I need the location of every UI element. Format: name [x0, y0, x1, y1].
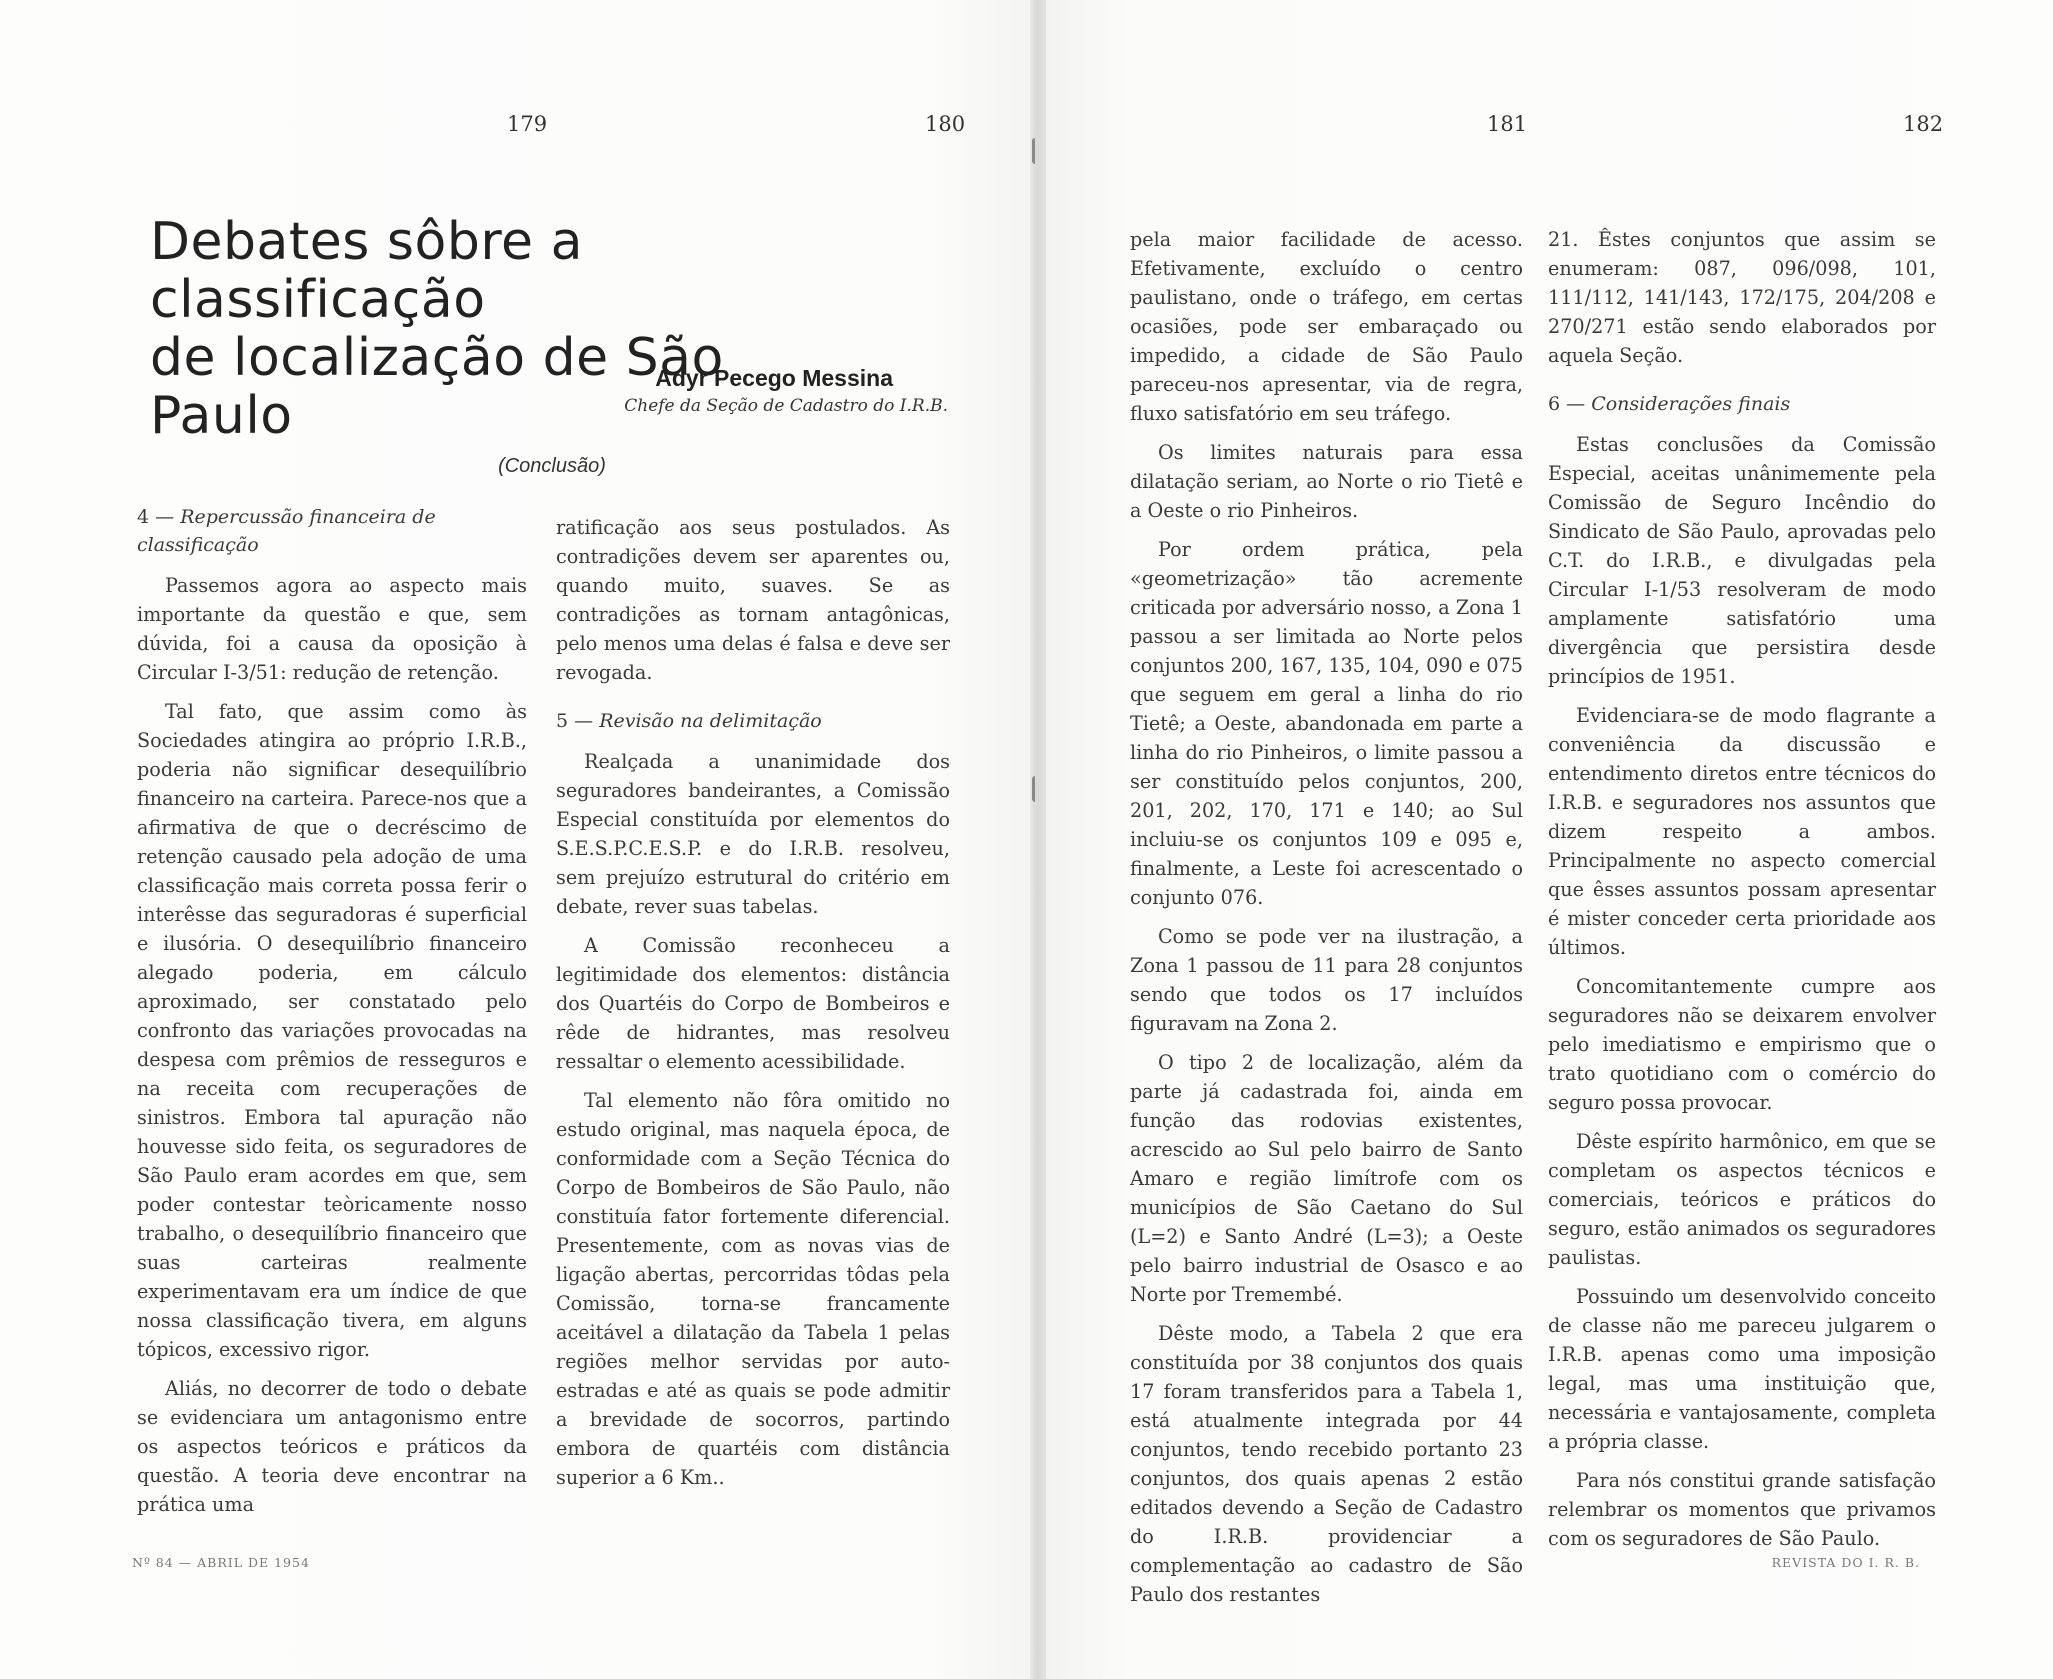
article-title-line-1: Debates sôbre a classificação	[150, 212, 583, 330]
section-heading-4	[137, 503, 527, 559]
author-role: Chefe da Seção de Cadastro do I.R.B.	[624, 396, 948, 416]
section-heading-6	[1548, 390, 1936, 418]
paragraph: Possuindo um desenvolvido conceito de classe não me pareceu julgarem o I.R.B. apenas como uma imposição legal, mas uma instituição que, necessária e vantajosamente, completa a própria classe.	[1548, 1285, 1936, 1453]
paragraph: Dêste espírito harmônico, em que se completam os aspectos técnicos e comerciais, teóricos e práticos do seguro, estão animados os seguradores paulistas.	[1548, 1130, 1936, 1269]
section-number: 4 —	[137, 506, 175, 528]
section-title: Revisão na delimitação	[599, 710, 822, 732]
page-number-179: 179	[507, 112, 548, 136]
paragraph-continued: 21. Êstes conjuntos que assim se enumeram: 087, 096/098, 101, 111/112, 141/143, 172/175, 204/208 e 270/271 estão sendo elaborados por aquela Seção.	[1548, 228, 1936, 367]
section-number: 6 —	[1548, 393, 1586, 415]
section-number: 5 —	[556, 710, 594, 732]
paragraph: Evidenciara-se de modo flagrante a conveniência da discussão e entendimento diretos entre técnicos do I.R.B. e seguradores nos assuntos que dizem respeito a ambos. Principalmente no aspecto comercial que êsses assuntos possam apresentar é mister conceder certa prioridade aos últimos.	[1548, 704, 1936, 959]
paragraph: Dêste modo, a Tabela 2 que era constituída por 38 conjuntos dos quais 17 foram transferidos para a Tabela 1, está atualmente integrada por 44 conjuntos, tendo recebido portanto 23 conjuntos, dos quais apenas 2 estão editados devendo a Seção de Cadastro do I.R.B. providenciar a complementação ao cadastro de São Paulo dos restantes	[1130, 1322, 1523, 1606]
paragraph: Estas conclusões da Comissão Especial, aceitas unânimemente pela Comissão de Seguro Incêndio do Sindicato de São Paulo, aprovadas pelo C.T. do I.R.B., e divulgadas pela Circular I-1/53 resolveram de modo amplamente satisfatório uma divergência que persistira desde princípios de 1951.	[1548, 433, 1936, 688]
paragraph: Por ordem prática, pela «geometrização» tão acremente criticada por adversário nosso, a Zona 1 passou a ser limitada ao Norte pelos conjuntos 200, 167, 135, 104, 090 e 075 que seguem em geral a linha do rio Tietê; a Oeste, abandonada em parte a linha do rio Pinheiros, o limite passou a ser constituído pelos conjuntos, 200, 201, 202, 170, 171 e 140; ao Sul incluiu-se os conjuntos 109 e 095 e, finalmente, a Leste foi acrescentado o conjunto 076.	[1130, 538, 1523, 909]
binding-gutter	[1030, 0, 1046, 1679]
continuation-label: (Conclusão)	[498, 455, 606, 477]
page-number-181: 181	[1487, 112, 1528, 136]
page-number-182: 182	[1903, 112, 1944, 136]
paragraph: O tipo 2 de localização, além da parte já cadastrada foi, ainda em função das rodovias existentes, acrescido ao Sul pelo bairro de Santo Amaro e região limítrofe com os municípios de São Caetano do Sul (L=2) e Santo André (L=3); a Oeste pelo bairro industrial de Osasco e ao Norte por Tremembé.	[1130, 1051, 1523, 1306]
section-heading-5	[556, 707, 950, 735]
section-title: Repercussão financeira de classificação	[137, 506, 436, 556]
paragraph: Tal fato, que assim como às Sociedades atingira ao próprio I.R.B., poderia não significar desequilíbrio financeiro na carteira. Parece-nos que a afirmativa de que o decréscimo de retenção causado pela adoção de uma classificação mais correta possa ferir o interêsse das seguradoras é superficial e ilusória. O desequilíbrio financeiro alegado poderia, em cálculo aproximado, ser constatado pelo confronto das variações provocadas na despesa com prêmios de resseguros e na receita com recuperações de sinistros. Embora tal apuração não houvesse sido feita, os seguradores de São Paulo eram acordes em que, sem poder contestar teòricamente nosso trabalho, o desequilíbrio financeiro que suas carteiras realmente experimentavam era um índice de que nossa classificação tivera, em alguns tópicos, excessivo rigor.	[137, 700, 527, 1361]
paragraph: Os limites naturais para essa dilatação seriam, ao Norte o rio Tietê e a Oeste o rio Pinheiros.	[1130, 441, 1523, 522]
paragraph-continued: pela maior facilidade de acesso. Efetivamente, excluído o centro paulistano, onde o tráfego, em certas ocasiões, pode ser embaraçado ou impedido, a cidade de São Paulo pareceu-nos apresentar, via de regra, fluxo satisfatório em seu tráfego.	[1130, 228, 1523, 425]
paragraph: Passemos agora ao aspecto mais importante da questão e que, sem dúvida, foi a causa da oposição à Circular I-3/51: redução de retenção.	[137, 574, 527, 684]
paragraph-continued: ratificação aos seus postulados. As contradições devem ser aparentes ou, quando muito, suaves. Se as contradições as tornam antagônicas, pelo menos uma delas é falsa e deve ser revogada.	[556, 516, 950, 684]
text-column-4	[1548, 225, 1936, 1563]
paragraph: Como se pode ver na ilustração, a Zona 1 passou de 11 para 28 conjuntos sendo que todos os 17 incluídos figuravam na Zona 2.	[1130, 925, 1523, 1035]
paragraph: Aliás, no decorrer de todo o debate se evidenciara um antagonismo entre os aspectos teóricos e práticos da questão. A teoria deve encontrar na prática uma	[137, 1377, 527, 1516]
footer-journal: REVISTA DO I. R. B.	[1771, 1555, 1920, 1570]
text-column-3	[1130, 225, 1523, 1619]
section-title: Considerações finais	[1591, 393, 1791, 415]
text-column-1	[137, 503, 527, 1529]
paragraph: Tal elemento não fôra omitido no estudo original, mas naquela época, de conformidade com a Seção Técnica do Corpo de Bombeiros de São Paulo, não constituía fator fortemente diferencial. Presentemente, com as novas vias de ligação abertas, percorridas tôdas pela Comissão, torna-se francamente aceitável a dilatação da Tabela 1 pelas regiões melhor servidas por auto-estradas e até as quais se pode admitir a brevidade de socorros, partindo embora de quartéis com distância superior a 6 Km..	[556, 1089, 950, 1489]
author-name: Adyr Pecego Messina	[655, 365, 893, 391]
article-title-line-2: de localização de São Paulo	[150, 328, 724, 446]
footer-issue: Nº 84 — ABRIL DE 1954	[132, 1555, 310, 1570]
paragraph: Realçada a unanimidade dos seguradores bandeirantes, a Comissão Especial constituída por elementos do S.E.S.P.C.E.S.P. e do I.R.B. resolveu, sem prejuízo estrutural do critério em debate, rever suas tabelas.	[556, 750, 950, 918]
paragraph: A Comissão reconheceu a legitimidade dos elementos: distância dos Quartéis do Corpo de Bombeiros e rêde de hidrantes, mas resolveu ressaltar o elemento acessibilidade.	[556, 934, 950, 1073]
paragraph: Concomitantemente cumpre aos seguradores não se deixarem envolver pelo imediatismo e empirismo que o trato quotidiano com o comércio do seguro possa provocar.	[1548, 975, 1936, 1114]
text-column-2	[556, 513, 950, 1502]
page-number-180: 180	[925, 112, 966, 136]
paragraph: Para nós constitui grande satisfação relembrar os momentos que privamos com os seguradores de São Paulo.	[1548, 1469, 1936, 1550]
